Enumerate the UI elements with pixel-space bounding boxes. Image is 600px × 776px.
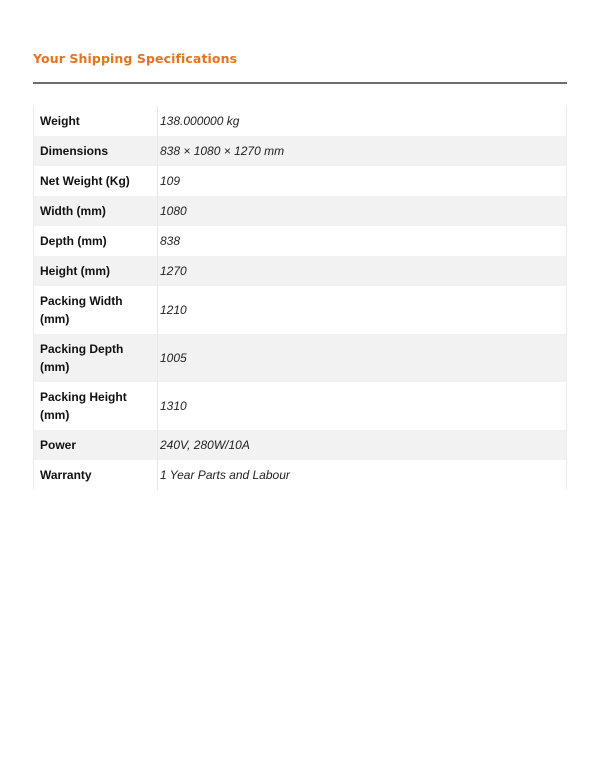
spec-value: 1210 [158, 286, 567, 334]
title-divider [33, 82, 567, 84]
spec-label: Height (mm) [34, 256, 158, 286]
spec-label: Net Weight (Kg) [34, 166, 158, 196]
spec-label: Depth (mm) [34, 226, 158, 256]
spec-row-packing-height [34, 382, 567, 430]
spec-row-height [34, 256, 567, 286]
spec-value: 1080 [158, 196, 567, 226]
spec-value: 1005 [158, 334, 567, 382]
spec-value: 1310 [158, 382, 567, 430]
spec-row-net-weight [34, 166, 567, 196]
spec-value: 240V, 280W/10A [158, 430, 567, 460]
spec-row-depth [34, 226, 567, 256]
spec-value: 1 Year Parts and Labour [158, 460, 567, 490]
spec-row-warranty [34, 460, 567, 490]
spec-label: Power [34, 430, 158, 460]
spec-row-power [34, 430, 567, 460]
spec-label: Width (mm) [34, 196, 158, 226]
spec-value: 109 [158, 166, 567, 196]
spec-row-dimensions [34, 136, 567, 166]
spec-row-packing-depth [34, 334, 567, 382]
spec-label: Packing Depth (mm) [34, 334, 158, 382]
section-title: Your Shipping Specifications [33, 51, 238, 66]
spec-value: 138.000000 kg [158, 106, 567, 136]
spec-label: Weight [34, 106, 158, 136]
spec-label: Packing Height (mm) [34, 382, 158, 430]
spec-value: 838 × 1080 × 1270 mm [158, 136, 567, 166]
spec-value: 838 [158, 226, 567, 256]
spec-value: 1270 [158, 256, 567, 286]
spec-label: Packing Width (mm) [34, 286, 158, 334]
spec-row-width [34, 196, 567, 226]
spec-row-weight [34, 106, 567, 136]
spec-label: Dimensions [34, 136, 158, 166]
spec-label: Warranty [34, 460, 158, 490]
specifications-table [33, 106, 567, 490]
spec-row-packing-width [34, 286, 567, 334]
